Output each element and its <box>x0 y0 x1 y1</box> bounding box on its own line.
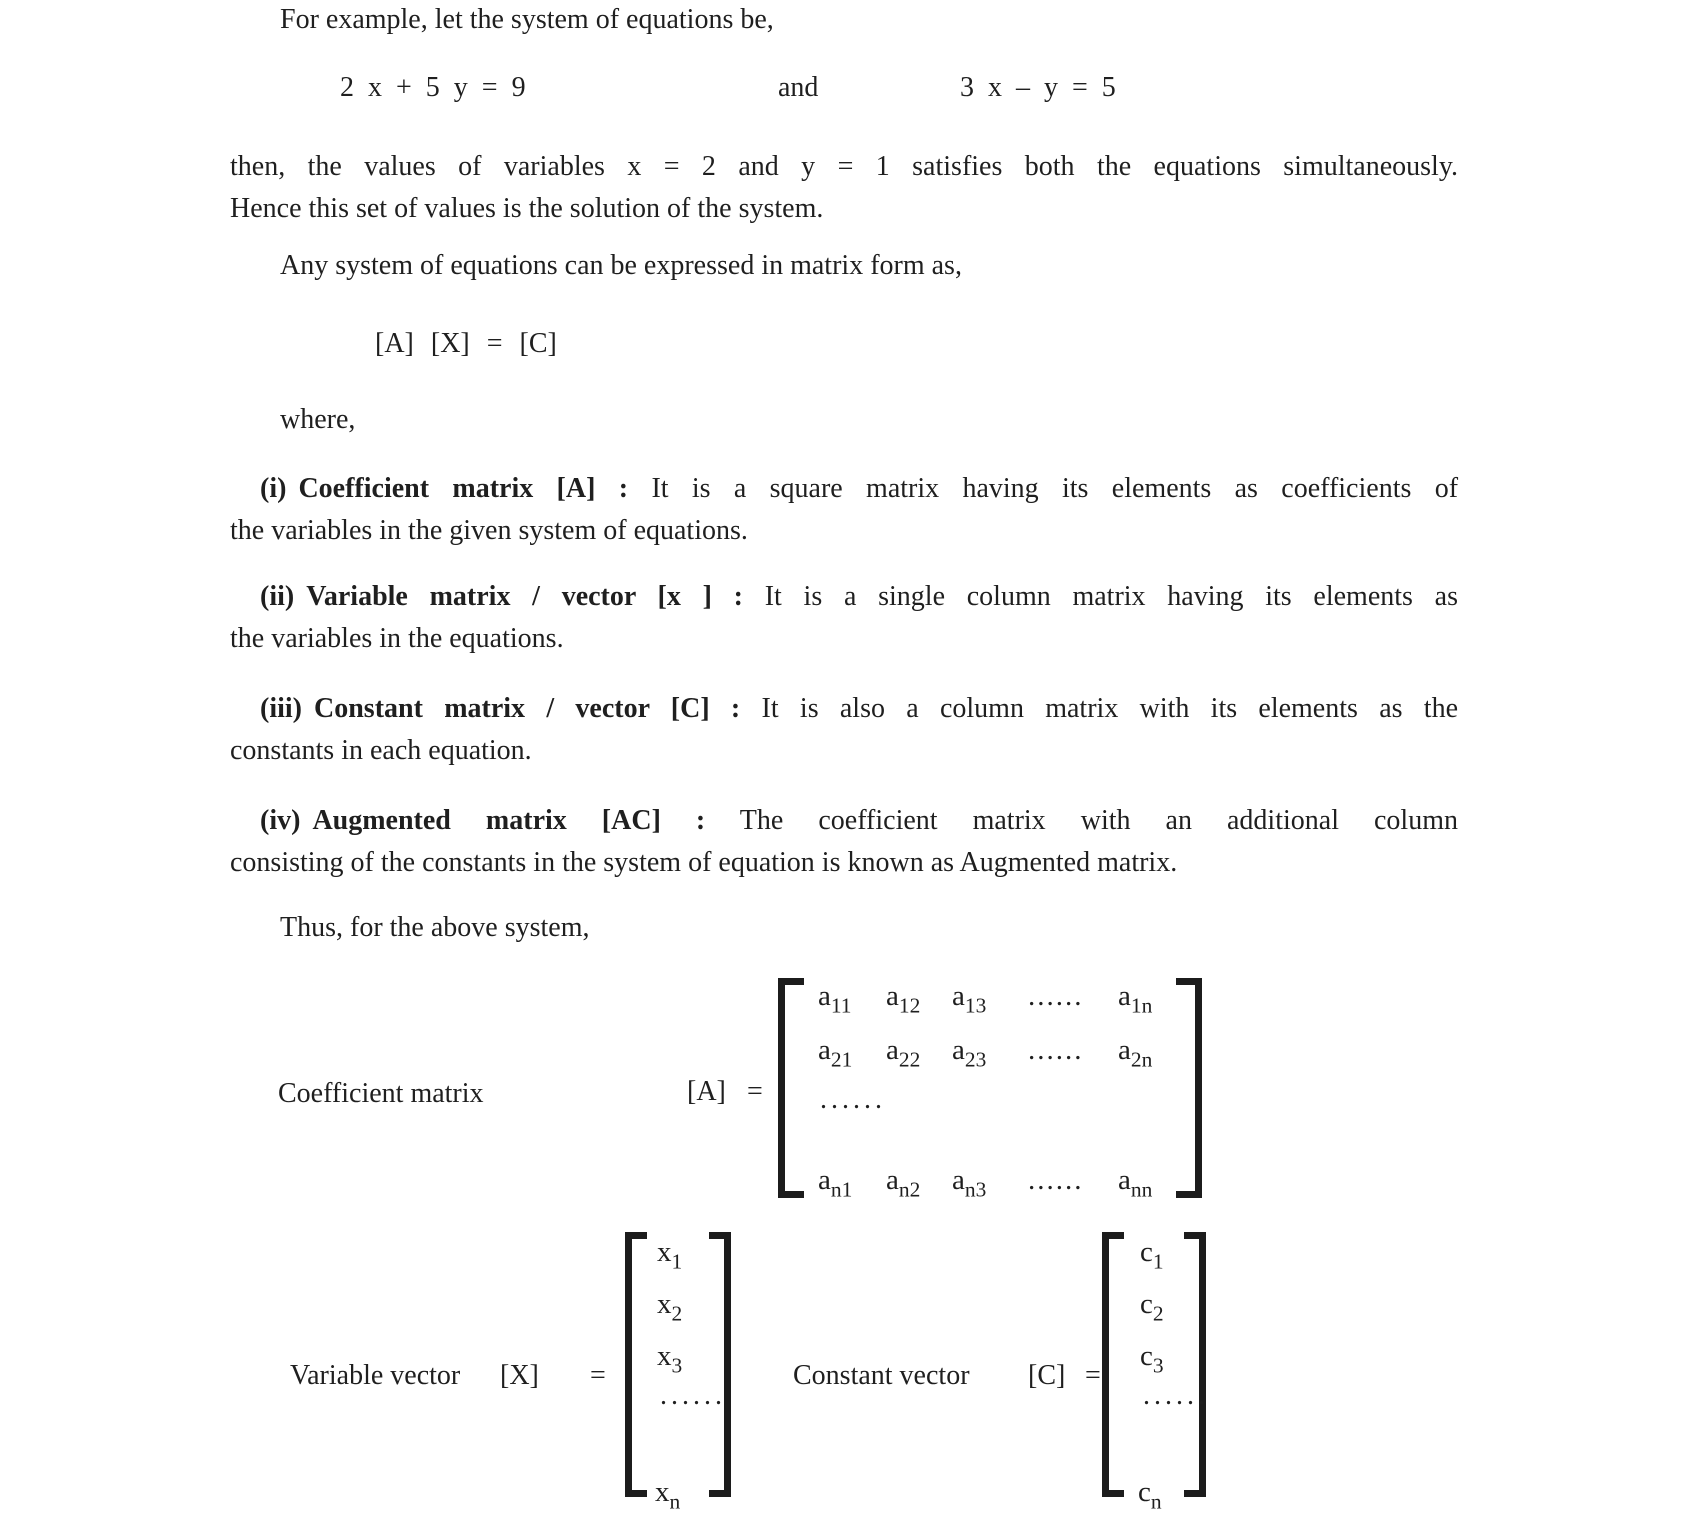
definition-text: It is a square matrix having its elements as coefficients of <box>651 473 1459 504</box>
definition-line-2: consisting of the constants in the system of equation is known as Augmented matrix. <box>230 847 1178 878</box>
matrix-bracket-left <box>778 978 804 1198</box>
definition-line-2: constants in each equation. <box>230 735 532 766</box>
thus-sentence: Thus, for the above system, <box>280 912 590 943</box>
vector-entry: $c_2$ <box>1140 1288 1164 1326</box>
matrix-bracket-right <box>1176 978 1202 1198</box>
matrix-ellipsis: ...... <box>1028 980 1084 1012</box>
conjunction-and: and <box>778 72 819 103</box>
definition-coefficient-matrix <box>230 468 1458 552</box>
vector-vertical-dots: ...... <box>1143 1380 1209 1411</box>
definition-text: It is also a column matrix with its elements as the <box>761 693 1459 724</box>
matrix-row-1 <box>818 980 1153 1018</box>
definition-variable-matrix <box>230 576 1458 660</box>
matrix-cell: $a_{12}$ <box>886 980 921 1018</box>
definition-augmented-matrix <box>230 800 1458 884</box>
constant-vector-label: Constant vector <box>793 1360 970 1391</box>
matrix-cell: $a_{nn}$ <box>1118 1164 1153 1202</box>
matrix-cell: $a_{2n}$ <box>1118 1034 1153 1072</box>
definition-term: Constant matrix / vector [C] : <box>314 693 741 724</box>
matrix-cell: $a_{21}$ <box>818 1034 853 1072</box>
matrix-cell: $a_{1n}$ <box>1118 980 1153 1018</box>
definition-number: (iii) <box>260 693 302 724</box>
definition-line-2: the variables in the given system of equations. <box>230 515 748 546</box>
matrix-ellipsis: ...... <box>1028 1164 1084 1196</box>
solution-line-2: Hence this set of values is the solution of the system. <box>230 193 824 224</box>
definition-term: Augmented matrix [AC] : <box>312 805 706 836</box>
matrix-form-sentence: Any system of equations can be expressed in matrix form as, <box>280 250 962 281</box>
solution-line-1: then, the values of variables x = 2 and y = 1 satisfies both the equations simultaneously. <box>230 151 1458 182</box>
definition-number: (i) <box>260 473 287 504</box>
matrix-ellipsis: ...... <box>1028 1034 1084 1066</box>
matrix-cell: $a_{23}$ <box>952 1034 987 1072</box>
vector-entry: $x_n$ <box>655 1476 681 1514</box>
equation-right: 3 x – y = 5 <box>960 72 1116 103</box>
matrix-cell: $a_{11}$ <box>818 980 852 1018</box>
vector-vertical-dots: ...... <box>660 1380 726 1411</box>
definition-text: It is a single column matrix having its elements as <box>764 581 1458 612</box>
matrix-cell: $a_{n3}$ <box>952 1164 987 1202</box>
definition-number: (ii) <box>260 581 295 612</box>
equals-sign: = <box>1085 1360 1101 1391</box>
solution-paragraph <box>230 146 1458 230</box>
matrix-cell: $a_{22}$ <box>886 1034 921 1072</box>
definition-number: (iv) <box>260 805 301 836</box>
definition-line-1 <box>230 576 1458 618</box>
matrix-row-n <box>818 1164 1153 1202</box>
vector-entry: $x_3$ <box>657 1340 683 1378</box>
matrix-vertical-dots: ...... <box>820 1084 886 1115</box>
definition-line-1 <box>230 800 1458 842</box>
definition-term: Variable matrix / vector [x ] : <box>306 581 743 612</box>
vector-bracket-right <box>709 1232 731 1497</box>
vector-bracket-right <box>1184 1232 1206 1497</box>
vector-entry: $c_1$ <box>1140 1236 1164 1274</box>
matrix-cell: $a_{n1}$ <box>818 1164 853 1202</box>
coefficient-matrix-symbol: [A] <box>687 1076 726 1107</box>
equals-sign: = <box>590 1360 606 1391</box>
matrix-form-equation: [A] [X] = [C] <box>375 328 557 359</box>
definition-term: Coefficient matrix [A] : <box>298 473 629 504</box>
vector-entry: $c_n$ <box>1138 1476 1162 1514</box>
definition-line-1 <box>230 468 1458 510</box>
vector-entry: $x_2$ <box>657 1288 683 1326</box>
equals-sign: = <box>747 1076 763 1107</box>
matrix-cell: $a_{13}$ <box>952 980 987 1018</box>
coefficient-matrix-label: Coefficient matrix <box>278 1078 484 1109</box>
definition-line-1 <box>230 688 1458 730</box>
definition-constant-matrix <box>230 688 1458 772</box>
variable-vector-label: Variable vector <box>290 1360 461 1391</box>
constant-vector-symbol: [C] <box>1028 1360 1066 1391</box>
vector-bracket-left <box>1102 1232 1124 1497</box>
matrix-row-2 <box>818 1034 1153 1072</box>
definition-line-2: the variables in the equations. <box>230 623 564 654</box>
vector-entry: $c_3$ <box>1140 1340 1164 1378</box>
matrix-cell: $a_{n2}$ <box>886 1164 921 1202</box>
vector-bracket-left <box>625 1232 647 1497</box>
vector-entry: $x_1$ <box>657 1236 683 1274</box>
variable-vector-symbol: [X] <box>500 1360 539 1391</box>
intro-sentence: For example, let the system of equations be, <box>280 4 774 35</box>
equation-left: 2 x + 5 y = 9 <box>340 72 526 103</box>
where-label: where, <box>280 404 356 435</box>
definition-text: The coefficient matrix with an additional column <box>739 805 1458 836</box>
